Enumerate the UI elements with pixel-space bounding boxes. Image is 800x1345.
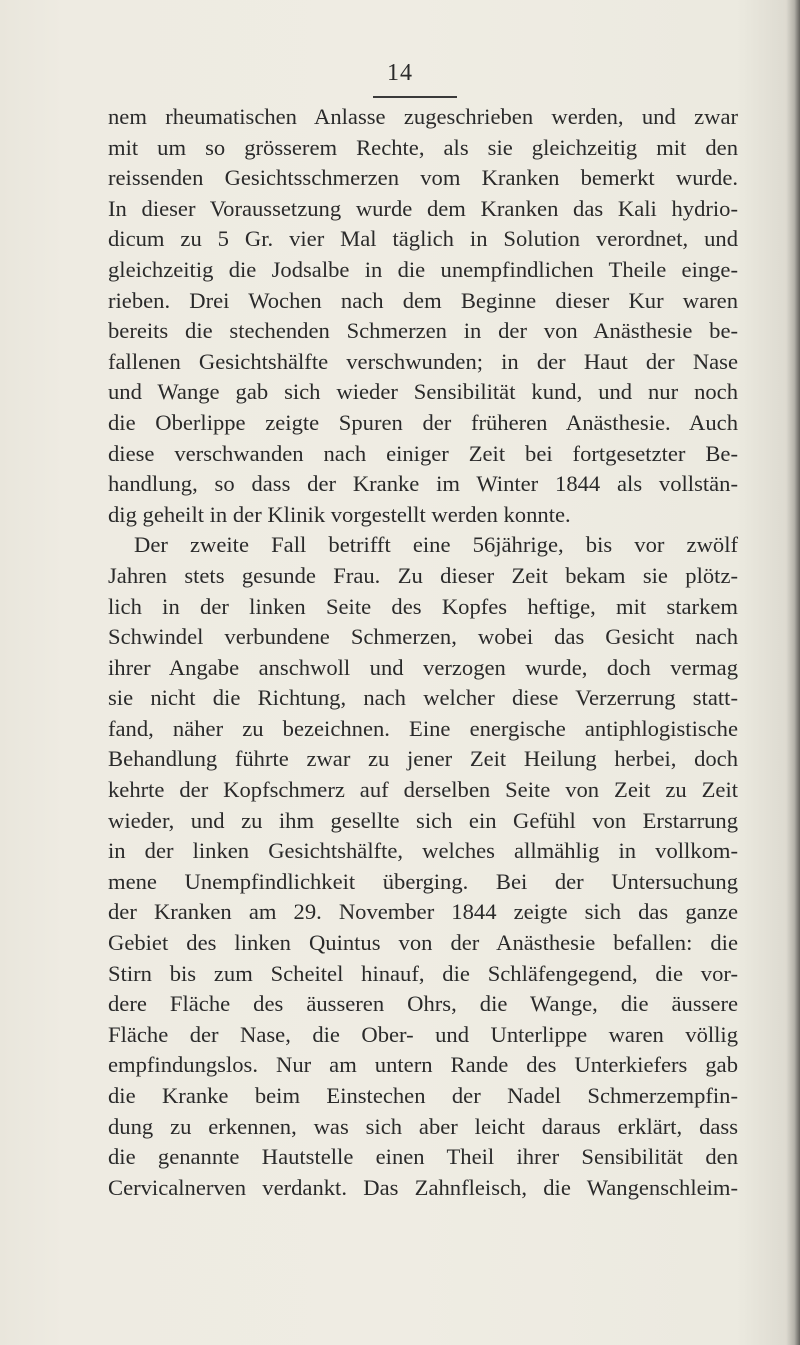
- text-line: in der linken Gesichtshälfte, welches allmählig in vollkom-: [108, 838, 738, 864]
- text-line: rieben. Drei Wochen nach dem Beginne dieser Kur waren: [108, 287, 738, 313]
- text-line: Stirn bis zum Scheitel hinauf, die Schläfengegend, die vor-: [108, 960, 738, 986]
- text-line: reissenden Gesichtsschmerzen vom Kranken bemerkt wurde.: [108, 165, 738, 191]
- text-line: dicum zu 5 Gr. vier Mal täglich in Solution verordnet, und: [108, 226, 738, 252]
- text-line: diese verschwanden nach einiger Zeit bei fortgesetzter Be-: [108, 440, 738, 466]
- page-number-rule: [373, 96, 457, 98]
- page-number: 14: [387, 60, 413, 86]
- text-line: mit um so grösserem Rechte, als sie gleichzeitig mit den: [108, 134, 738, 160]
- text-line: sie nicht die Richtung, nach welcher diese Verzerrung statt-: [108, 685, 738, 711]
- text-line: mene Unempfindlichkeit überging. Bei der Untersuchung: [108, 868, 738, 894]
- body-text: [108, 102, 738, 1203]
- text-line: dig geheilt in der Klinik vorgestellt werden konnte.: [108, 501, 571, 527]
- text-line: und Wange gab sich wieder Sensibilität kund, und nur noch: [108, 379, 738, 405]
- text-line: bereits die stechenden Schmerzen in der von Anästhesie be-: [108, 318, 738, 344]
- text-line: fand, näher zu bezeichnen. Eine energische antiphlogistische: [108, 715, 738, 741]
- text-line: Schwindel verbundene Schmerzen, wobei das Gesicht nach: [108, 624, 738, 650]
- text-line: fallenen Gesichtshälfte verschwunden; in der Haut der Nase: [108, 348, 738, 374]
- text-line: Gebiet des linken Quintus von der Anästhesie befallen: die: [108, 930, 738, 956]
- text-line: nem rheumatischen Anlasse zugeschrieben werden, und zwar: [108, 104, 738, 129]
- text-line: gleichzeitig die Jodsalbe in die unempfindlichen Theile einge-: [108, 256, 738, 282]
- text-line: kehrte der Kopfschmerz auf derselben Seite von Zeit zu Zeit: [108, 777, 738, 803]
- text-line: Behandlung führte zwar zu jener Zeit Heilung herbei, doch: [108, 746, 738, 772]
- text-line: empfindungslos. Nur am untern Rande des Unterkiefers gab: [108, 1052, 738, 1078]
- text-line: ihrer Angabe anschwoll und verzogen wurde, doch vermag: [108, 654, 738, 680]
- text-line: handlung, so dass der Kranke im Winter 1844 als vollstän-: [108, 471, 738, 497]
- text-line: dung zu erkennen, was sich aber leicht daraus erklärt, dass: [108, 1113, 738, 1139]
- text-line: dere Fläche des äusseren Ohrs, die Wange, die äussere: [108, 991, 738, 1017]
- text-line: wieder, und zu ihm gesellte sich ein Gefühl von Erstarrung: [108, 807, 738, 833]
- text-line: die genannte Hautstelle einen Theil ihrer Sensibilität den: [108, 1144, 738, 1170]
- text-line: In dieser Voraussetzung wurde dem Kranken das Kali hydrio-: [108, 195, 738, 221]
- text-line: die Oberlippe zeigte Spuren der früheren Anästhesie. Auch: [108, 409, 738, 435]
- text-line: lich in der linken Seite des Kopfes heftige, mit starkem: [108, 593, 738, 619]
- text-line: Der zweite Fall betrifft eine 56jährige, bis vor zwölf: [134, 532, 738, 558]
- text-line: der Kranken am 29. November 1844 zeigte sich das ganze: [108, 899, 738, 925]
- page-edge-shadow: [786, 0, 800, 1345]
- text-line: Cervicalnerven verdankt. Das Zahnfleisch, die Wangenschleim-: [108, 1174, 738, 1200]
- text-line: Fläche der Nase, die Ober- und Unterlippe waren völlig: [108, 1021, 738, 1047]
- text-line: die Kranke beim Einstechen der Nadel Schmerzempfin-: [108, 1083, 738, 1108]
- text-line: Jahren stets gesunde Frau. Zu dieser Zeit bekam sie plötz-: [108, 562, 738, 588]
